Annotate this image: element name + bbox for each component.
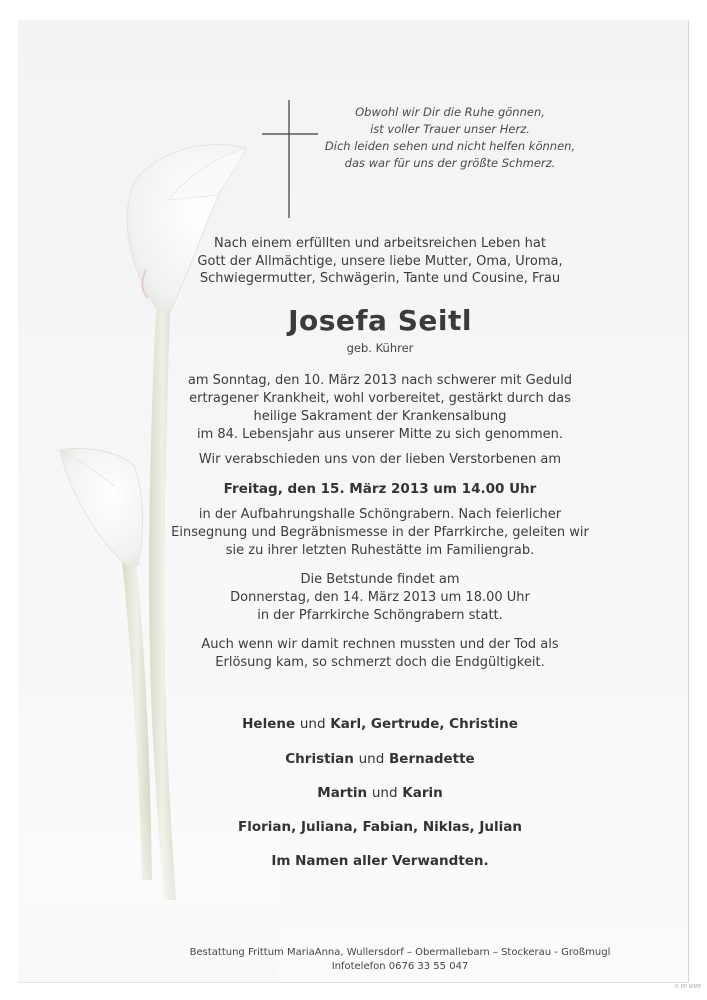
mourner-line — [170, 751, 590, 767]
funeral-home-line: Bestattung Frittum MariaAnna, Wullersdorf – Obermallebarn – Stockerau - Großmugl — [189, 947, 611, 958]
mourner-name: Christian — [285, 751, 354, 767]
prayer-line: in der Pfarrkirche Schöngrabern statt. — [257, 608, 503, 623]
details-line: heilige Sakrament der Krankensalbung — [253, 409, 507, 424]
poem-line: Dich leiden sehen und nicht helfen können, — [324, 139, 576, 153]
intro-line: Schwiegermutter, Schwägerin, Tante und Cousine, Frau — [199, 271, 561, 286]
deceased-name: Josefa Seitl — [288, 304, 472, 337]
memorial-poem — [300, 104, 600, 172]
funeral-datetime: Freitag, den 15. März 2013 um 14.00 Uhr — [223, 481, 537, 497]
poem-line: Obwohl wir Dir die Ruhe gönnen, — [355, 105, 545, 119]
mourner-name: Martin — [317, 785, 368, 801]
location-line: Einsegnung und Begräbnismesse in der Pfarrkirche, geleiten wir — [171, 525, 589, 540]
closing-line: Erlösung kam, so schmerzt doch die Endgültigkeit. — [215, 655, 545, 670]
mourner-name: Helene — [242, 716, 296, 732]
mourner-name: Karin — [402, 785, 443, 801]
mourner-name: Karl, Gertrude, Christine — [330, 716, 518, 732]
mourner-name: Bernadette — [389, 751, 475, 767]
prayer-line: Donnerstag, den 14. März 2013 um 18.00 Uhr — [230, 590, 530, 605]
prayer-line: Die Betstunde findet am — [300, 572, 460, 587]
mourner-conjunction: und — [371, 785, 398, 801]
mourner-line — [170, 785, 590, 801]
death-details — [170, 372, 590, 444]
details-line: im 84. Lebensjahr aus unserer Mitte zu sich genommen. — [196, 427, 564, 442]
location-line: in der Aufbahrungshalle Schöngrabern. Nach feierlicher — [198, 507, 562, 522]
closing-line: Auch wenn wir damit rechnen mussten und der Tod als — [201, 637, 559, 652]
info-phone-line: Infotelefon 0676 33 55 047 — [331, 961, 469, 972]
closing-text — [170, 636, 590, 672]
details-line: ertragener Krankheit, wohl vorbereitet, gestärkt durch das — [189, 391, 571, 406]
funeral-location — [170, 506, 590, 560]
mourner-line: Im Namen aller Verwandten. — [271, 853, 489, 869]
funeral-home-footer — [170, 946, 630, 974]
mourner-conjunction: und — [358, 751, 385, 767]
poem-line: ist voller Trauer unser Herz. — [370, 122, 530, 136]
intro-line: Gott der Allmächtige, unsere liebe Mutter, Oma, Uroma, — [197, 253, 563, 269]
mourner-conjunction: und — [299, 716, 326, 732]
farewell-text — [170, 452, 590, 467]
location-line: sie zu ihrer letzten Ruhestätte im Familiengrab. — [225, 543, 535, 558]
mourner-line — [170, 716, 590, 732]
intro-text — [170, 235, 590, 288]
intro-line: Nach einem erfüllten und arbeitsreichen Leben hat — [214, 236, 546, 251]
mourner-line: Florian, Juliana, Fabian, Niklas, Julian — [237, 819, 522, 835]
poem-line: das war für uns der größte Schmerz. — [344, 156, 556, 170]
birth-name: geb. Kührer — [346, 341, 414, 355]
details-line: am Sonntag, den 10. März 2013 nach schwerer mit Geduld — [187, 373, 573, 388]
farewell-line: Wir verabschieden uns von der lieben Verstorbenen am — [198, 452, 562, 467]
prayer-hour — [170, 571, 590, 625]
copyright-mark: © EP WM8 — [674, 984, 701, 990]
